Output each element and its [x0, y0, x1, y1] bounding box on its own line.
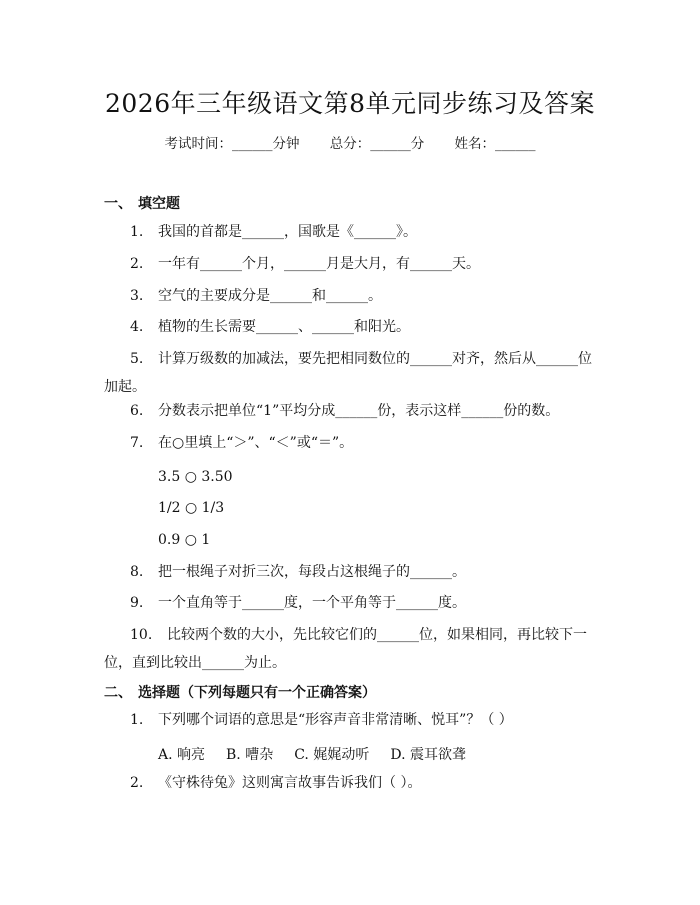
question-number: 5. [130, 351, 144, 367]
question-number: 1. [130, 712, 144, 728]
student-name: 姓名：______ [454, 136, 536, 152]
question-text: 计算万级数的加减法，要先把相同数位的______对齐，然后从______位加起。 [104, 351, 592, 395]
section-title: 填空题 [138, 196, 180, 212]
exam-score: 总分：______分 [329, 136, 425, 152]
choice-options [158, 744, 487, 764]
question-item [104, 282, 596, 310]
question-text: 一年有______个月，______月是大月，有______天。 [158, 256, 480, 272]
question-number: 2. [130, 256, 144, 272]
question-item [104, 345, 596, 401]
page-title: 2026年三年级语文第8单元同步练习及答案 [104, 89, 596, 118]
question-item [104, 429, 596, 457]
question-item [104, 621, 596, 677]
question-text: 把一根绳子对折三次，每段占这根绳子的______。 [158, 564, 466, 580]
question-item [104, 558, 596, 586]
question-number: 1. [130, 224, 144, 240]
question-item [104, 250, 596, 278]
question-text: 空气的主要成分是______和______。 [158, 288, 382, 304]
question-number: 4. [130, 319, 144, 335]
question-text: 在○里填上“＞”、“＜”或“＝”。 [158, 435, 354, 451]
question-number: 8. [130, 564, 144, 580]
question-number: 2. [130, 775, 144, 791]
section-number: 二、 [104, 685, 132, 701]
option-b: B. 嘈杂 [226, 747, 274, 763]
question-number: 6. [130, 403, 144, 419]
section-heading-choice [104, 682, 376, 702]
option-d: D. 震耳欲聋 [390, 747, 466, 763]
question-item [104, 769, 596, 797]
section-number: 一、 [104, 196, 132, 212]
question-number: 3. [130, 288, 144, 304]
compare-item: 3.5 ○ 3.50 [158, 469, 233, 485]
question-text: 下列哪个词语的意思是“形容声音非常清晰、悦耳”？（ ） [158, 712, 513, 728]
question-text: 比较两个数的大小，先比较它们的______位，如果相同，再比较下一位，直到比较出______为止。 [104, 627, 587, 671]
compare-item: 0.9 ○ 1 [158, 532, 211, 548]
exam-meta [0, 132, 700, 152]
question-number: 7. [130, 435, 144, 451]
question-item [104, 313, 596, 341]
question-text: 一个直角等于______度，一个平角等于______度。 [158, 595, 466, 611]
question-item [104, 218, 596, 246]
question-number: 9. [130, 595, 144, 611]
question-text: 植物的生长需要______、______和阳光。 [158, 319, 410, 335]
question-text: 分数表示把单位“1”平均分成______份，表示这样______份的数。 [158, 403, 560, 419]
option-a: A. 响亮 [158, 747, 206, 763]
exam-time: 考试时间：______分钟 [164, 136, 300, 152]
compare-item: 1/2 ○ 1/3 [158, 500, 225, 516]
question-text: 我国的首都是______，国歌是《______》。 [158, 224, 417, 240]
option-c: C. 娓娓动听 [294, 747, 370, 763]
question-number: 10. [130, 627, 153, 643]
question-item [104, 589, 596, 617]
section-heading-fill [104, 193, 180, 213]
question-text: 《守株待兔》这则寓言故事告诉我们（ ）。 [158, 775, 422, 791]
section-title: 选择题（下列每题只有一个正确答案） [138, 685, 376, 701]
question-item [104, 706, 596, 734]
question-item [104, 397, 596, 425]
